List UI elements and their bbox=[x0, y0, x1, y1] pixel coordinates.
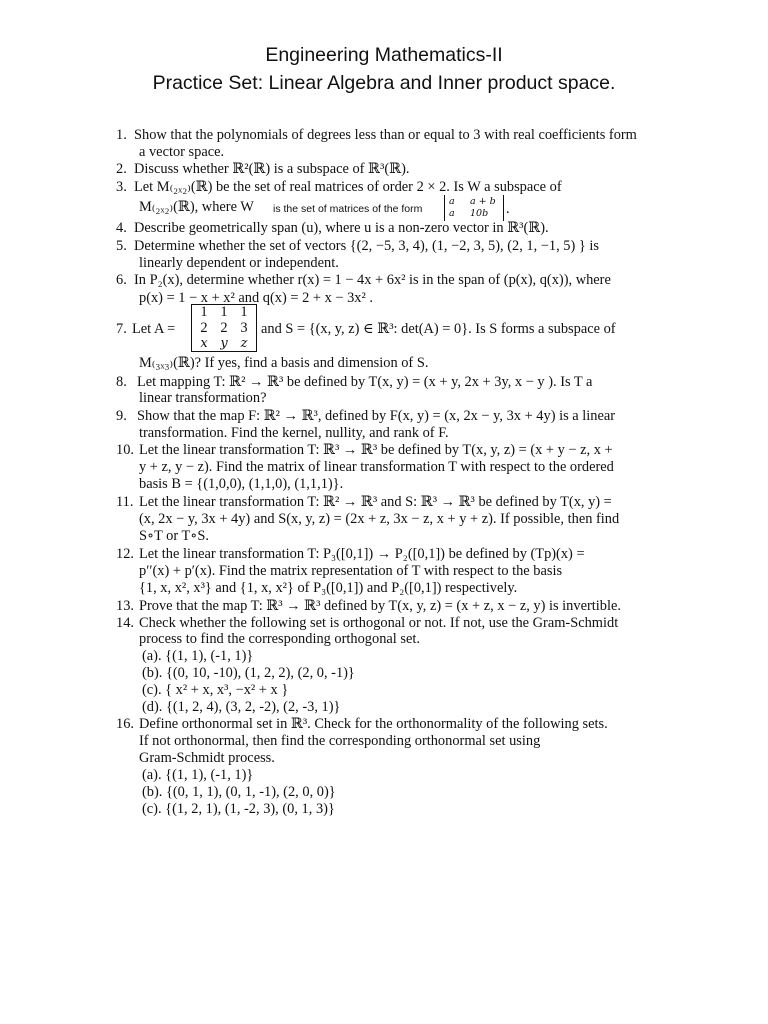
question-text: is the set of matrices of the form bbox=[273, 203, 423, 215]
question-number: 12. bbox=[116, 546, 134, 562]
question-number: 9. bbox=[116, 408, 127, 424]
question-number: 11. bbox=[116, 494, 134, 510]
question-text: Determine whether the set of vectors {(2, −5, 3, 4), (1, −2, 3, 5), (2, 1, −1, 5) } is bbox=[134, 238, 599, 254]
question-text: (x, 2x − y, 3x + 4y) and S(x, y, z) = (2x + z, 3x − z, x + y + z). If possible, then find bbox=[139, 511, 620, 527]
question-text: Show that the map F: ℝ² → ℝ³, defined by F(x, y) = (x, 2x − y, 3x + 4y) is a linear bbox=[137, 408, 616, 424]
question-text: In P₂(x), determine whether r(x) = 1 − 4x + 6x² is in the span of (p(x), q(x)), where bbox=[134, 272, 611, 288]
question-number: 3. bbox=[116, 179, 127, 195]
question-option: (c). { x² + x, x³, −x² + x } bbox=[142, 682, 289, 698]
question-text: y + z, y − z). Find the matrix of linear transformation T with respect to the ordered bbox=[139, 459, 614, 475]
document-subtitle: Practice Set: Linear Algebra and Inner product space. bbox=[152, 72, 616, 94]
question-text: Let the linear transformation T: ℝ³ → ℝ³ be defined by T(x, y, z) = (x + y − z, x + bbox=[139, 442, 613, 458]
question-number: 13. bbox=[116, 598, 134, 614]
question-text: Let A = bbox=[132, 321, 176, 337]
question-number: 5. bbox=[116, 238, 127, 254]
question-number: 1. bbox=[116, 127, 127, 143]
question-text: and S = {(x, y, z) ∈ ℝ³: det(A) = 0}. Is S forms a subspace of bbox=[261, 321, 616, 337]
question-text: Let M₍₂ₓ₂₎(ℝ) be the set of real matrices of order 2 × 2. Is W a subspace of bbox=[134, 179, 562, 195]
question-text: M₍₃ₓ₃₎(ℝ)? If yes, find a basis and dimension of S. bbox=[139, 355, 429, 371]
question-option: (b). {(0, 10, -10), (1, 2, 2), (2, 0, -1)} bbox=[142, 665, 355, 681]
question-text: Prove that the map T: ℝ³ → ℝ³ defined by T(x, y, z) = (x + z, x − z, y) is invertible. bbox=[139, 598, 621, 614]
question-text: transformation. Find the kernel, nullity, and rank of F. bbox=[139, 425, 449, 441]
question-option: (b). {(0, 1, 1), (0, 1, -1), (2, 0, 0)} bbox=[142, 784, 336, 800]
question-text: Let mapping T: ℝ² → ℝ³ be defined by T(x, y) = (x + y, 2x + 3y, x − y ). Is T a bbox=[137, 374, 593, 390]
question-number: 8. bbox=[116, 374, 127, 390]
question-option: (d). {(1, 2, 4), (3, 2, -2), (2, -3, 1)} bbox=[142, 699, 341, 715]
question-number: 16. bbox=[116, 716, 134, 732]
question-option: (a). {(1, 1), (-1, 1)} bbox=[142, 767, 254, 783]
question-text: p(x) = 1 − x + x² and q(x) = 2 + x − 3x² . bbox=[139, 290, 373, 306]
question-option: (c). {(1, 2, 1), (1, -2, 3), (0, 1, 3)} bbox=[142, 801, 335, 817]
question-text: a vector space. bbox=[139, 144, 225, 160]
question-text: S∘T or T∘S. bbox=[139, 528, 209, 544]
question-number: 6. bbox=[116, 272, 127, 288]
document-title: Engineering Mathematics-II bbox=[265, 44, 503, 66]
question-text: p′′(x) + p′(x). Find the matrix representation of T with respect to the basis bbox=[139, 563, 563, 579]
question-text: If not orthonormal, then find the corresponding orthonormal set using bbox=[139, 733, 541, 749]
question-text: Define orthonormal set in ℝ³. Check for the orthonormality of the following sets. bbox=[139, 716, 608, 732]
question-text: {1, x, x², x³} and {1, x, x²} of P₃([0,1]) and P₂([0,1]) respectively. bbox=[139, 580, 518, 596]
question-text: linearly dependent or independent. bbox=[139, 255, 339, 271]
matrix-a: 1 1 1 2 2 3 x y z bbox=[191, 304, 257, 352]
question-number: 2. bbox=[116, 161, 127, 177]
question-text: linear transformation? bbox=[139, 390, 267, 406]
question-text: Let the linear transformation T: ℝ² → ℝ³ and S: ℝ³ → ℝ³ be defined by T(x, y) = bbox=[139, 494, 612, 510]
question-number: 4. bbox=[116, 220, 127, 236]
question-number: 10. bbox=[116, 442, 134, 458]
question-text: process to find the corresponding orthogonal set. bbox=[139, 631, 420, 647]
question-text: Discuss whether ℝ²(ℝ) is a subspace of ℝ³(ℝ). bbox=[134, 161, 410, 177]
question-text: Gram-Schmidt process. bbox=[139, 750, 275, 766]
question-number: 7. bbox=[116, 321, 127, 337]
question-text: Describe geometrically span (u), where u is a non-zero vector in ℝ³(ℝ). bbox=[134, 220, 549, 236]
matrix-w: a a + b a 10b bbox=[444, 195, 504, 221]
question-option: (a). {(1, 1), (-1, 1)} bbox=[142, 648, 254, 664]
question-text: Check whether the following set is orthogonal or not. If not, use the Gram-Schmidt bbox=[139, 615, 619, 631]
question-text: basis B = {(1,0,0), (1,1,0), (1,1,1)}. bbox=[139, 476, 344, 492]
question-text: . bbox=[506, 201, 510, 217]
question-text: M₍₂ₓ₂₎(ℝ), where W bbox=[139, 199, 254, 215]
question-text: Let the linear transformation T: P₃([0,1]) → P₂([0,1]) be defined by (Tp)(x) = bbox=[139, 546, 585, 562]
question-text: Show that the polynomials of degrees less than or equal to 3 with real coefficients form bbox=[134, 127, 637, 143]
question-number: 14. bbox=[116, 615, 134, 631]
